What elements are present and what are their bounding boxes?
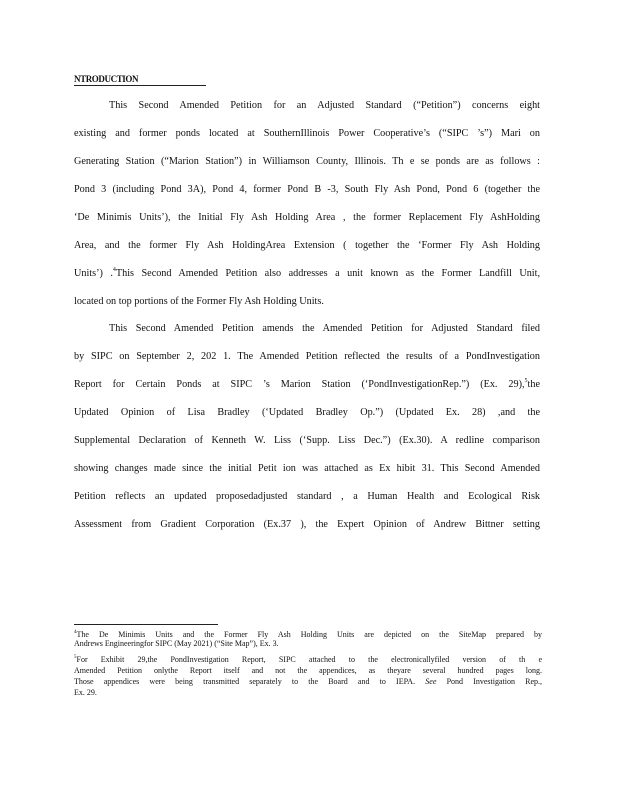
body-text: Units’) .: [74, 268, 113, 279]
body-line: by SIPC on September 2, 202 1. The Amended Petition reflected the results of a PondInvestigation: [74, 351, 540, 362]
body-line: existing and former ponds located at SouthernIllinois Power Cooperative’s (“SIPC ’s”) Mari on: [74, 128, 540, 139]
citation-signal: See: [425, 677, 437, 686]
body-line: Supplemental Declaration of Kenneth W. Liss (‘Supp. Liss Dec.”) (Ex.30). A redline comparison: [74, 435, 540, 446]
body-line: Pond 3 (including Pond 3A), Pond 4, former Pond B -3, South Fly Ash Pond, Pond 6 (together the: [74, 184, 540, 195]
footnote-line: Amended Petition onlythe Report itself and not the appendices, as theyare several hundred pages long.: [74, 666, 542, 675]
footnote-text: For Exhibit 29,the PondInvestigation Report, SIPC attached to the electronicallyfiled version of th e: [76, 655, 542, 664]
body-line: This Second Amended Petition amends the Amended Petition for Adjusted Standard filed: [109, 323, 540, 334]
footnote-separator: [74, 624, 218, 625]
body-line: Assessment from Gradient Corporation (Ex.37 ), the Expert Opinion of Andrew Bittner setting: [74, 519, 540, 530]
footnote-ref-4[interactable]: 4: [112, 267, 116, 273]
footnote-text: The De Minimis Units and the Former Fly Ash Holding Units are depicted on the SiteMap prepared by: [76, 630, 542, 639]
footnote-text: Pond Investigation Rep.,: [446, 677, 543, 686]
section-heading: NTRODUCTION: [74, 74, 139, 84]
body-text: Report for Certain Ponds at SIPC ’s Marion Station (‘PondInvestigationRep.”) (Ex. 29),: [74, 379, 525, 390]
footnote-mark: 4: [74, 630, 77, 635]
body-line: [74, 378, 540, 391]
body-text: This Second Amended Petition also addresses a unit known as the Former Landfill Unit,: [115, 268, 540, 279]
body-line: This Second Amended Petition for an Adjusted Standard (“Petition”) concerns eight: [109, 100, 540, 111]
footnote-text: Those appendices were being transmitted separately to the Board and to IEPA.: [74, 677, 416, 686]
footnote-mark: 5: [74, 655, 77, 660]
body-line: Updated Opinion of Lisa Bradley (‘Updated Bradley Op.”) (Updated Ex. 28) ,and the: [74, 407, 540, 418]
footnote-5: [74, 655, 542, 664]
body-line: ‘De Minimis Units’), the Initial Fly Ash Holding Area , the former Replacement Fly AshHolding: [74, 212, 540, 223]
footnote-line: [74, 677, 542, 686]
footnote-line: Andrews Engineeringfor SIPC (May 2021) (“Site Map”), Ex. 3.: [74, 639, 279, 648]
body-line: located on top portions of the Former Fly Ash Holding Units.: [74, 296, 324, 307]
body-line: showing changes made since the initial Petit ion was attached as Ex hibit 31. This Second Amended: [74, 463, 540, 474]
body-line: Petition reflects an updated proposedadjusted standard , a Human Health and Ecological Risk: [74, 491, 540, 502]
body-text: the: [527, 379, 540, 390]
body-line: Generating Station (“Marion Station”) in Williamson County, Illinois. Th e se ponds are as follows :: [74, 156, 540, 167]
body-line: [74, 267, 540, 280]
body-line: Area, and the former Fly Ash HoldingArea Extension ( together the ‘Former Fly Ash Holding: [74, 240, 540, 251]
footnote-ref-5[interactable]: 5: [524, 378, 528, 384]
footnote-4: [74, 630, 542, 639]
heading-underline: [74, 85, 206, 86]
footnote-line: Ex. 29.: [74, 688, 97, 697]
